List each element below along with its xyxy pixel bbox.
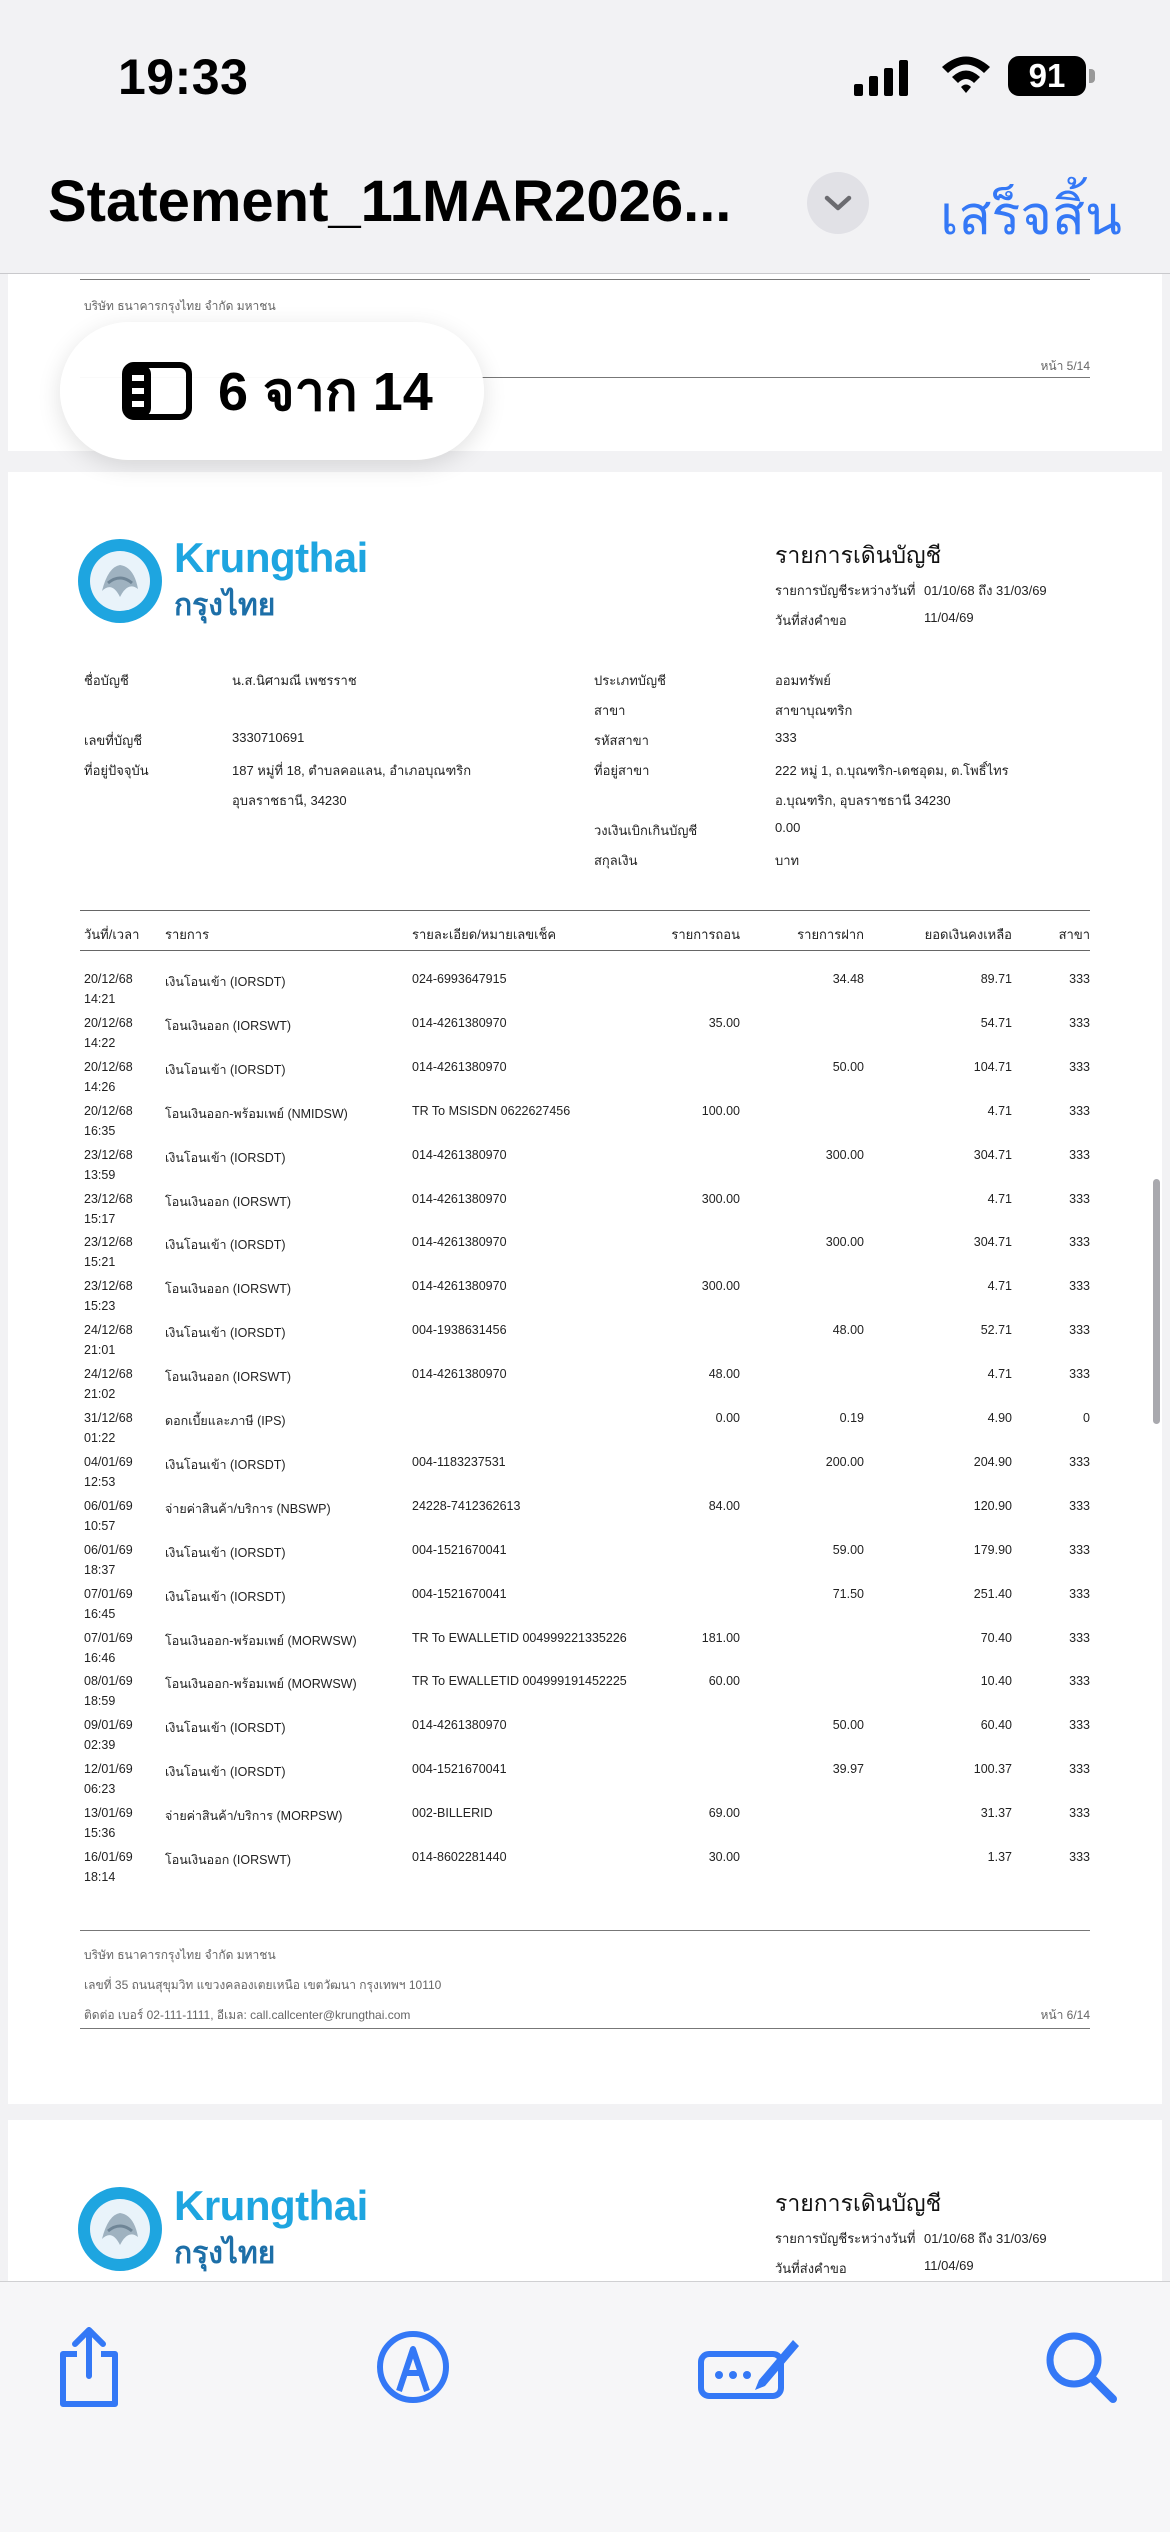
row-deposit: 300.00 xyxy=(825,1235,864,1250)
row-description: เงินโอนเข้า (IORSDT) xyxy=(165,1062,286,1077)
row-deposit: 48.00 xyxy=(832,1323,864,1338)
row-withdraw: 100.00 xyxy=(701,1103,740,1118)
status-time: 19:33 xyxy=(118,49,249,105)
row-time: 18:37 xyxy=(84,1562,116,1577)
currency: บาท xyxy=(775,853,800,868)
row-detail: 004-1521670041 xyxy=(412,1762,507,1777)
request-date-value: 11/04/69 xyxy=(924,610,974,625)
row-balance: 10.40 xyxy=(980,1674,1012,1689)
row-branch: 333 xyxy=(1069,1806,1090,1821)
row-branch: 333 xyxy=(1069,1015,1090,1030)
row-time: 15:23 xyxy=(84,1299,116,1314)
row-time: 14:26 xyxy=(84,1079,116,1094)
footer-contact: ติดต่อ เบอร์ 02-111-1111, อีเมล: call.callcenter@krungthai.com xyxy=(84,2008,411,2022)
row-detail: 004-1521670041 xyxy=(412,1586,507,1601)
row-date: 23/12/68 xyxy=(84,1191,133,1206)
row-time: 15:17 xyxy=(84,1211,116,1226)
row-balance: 70.40 xyxy=(980,1630,1012,1645)
row-balance: 4.71 xyxy=(987,1279,1012,1294)
row-deposit: 71.50 xyxy=(832,1586,864,1601)
bank-emblem-icon xyxy=(78,2187,162,2271)
row-description: เงินโอนเข้า (IORSDT) xyxy=(165,1721,286,1736)
row-branch: 333 xyxy=(1069,1718,1090,1733)
period-label: รายการบัญชีระหว่างวันที่ xyxy=(775,2231,916,2246)
row-date: 31/12/68 xyxy=(84,1411,133,1425)
row-date: 24/12/68 xyxy=(84,1323,133,1338)
row-balance: 4.71 xyxy=(987,1191,1012,1206)
row-time: 14:22 xyxy=(84,1035,116,1050)
row-detail: 004-1183237531 xyxy=(412,1454,506,1469)
row-branch: 333 xyxy=(1069,1147,1090,1162)
row-withdraw: 300.00 xyxy=(701,1279,740,1294)
statement-title: รายการเดินบัญชี xyxy=(775,542,942,568)
address-line2: อุบลราชธานี, 34230 xyxy=(232,793,347,808)
footer-line xyxy=(80,2028,1090,2029)
request-date-label: วันที่ส่งคำขอ xyxy=(775,2261,847,2276)
account-type-label: ประเภทบัญชี xyxy=(594,673,666,688)
row-detail: 014-4261380970 xyxy=(412,1279,507,1294)
row-time: 21:02 xyxy=(84,1387,116,1402)
signature-icon xyxy=(697,2332,801,2402)
period-value: 01/10/68 ถึง 31/03/69 xyxy=(924,583,1047,598)
footer-line xyxy=(80,279,1090,280)
table-header-rule xyxy=(80,950,1090,951)
row-time: 10:57 xyxy=(84,1518,116,1533)
overdraft-label: วงเงินเบิกเกินบัญชี xyxy=(594,823,698,838)
row-deposit: 50.00 xyxy=(832,1059,864,1074)
row-description: โอนเงินออก (IORSWT) xyxy=(165,1018,292,1033)
row-branch: 333 xyxy=(1069,1323,1090,1338)
share-button[interactable] xyxy=(44,2322,134,2412)
search-icon xyxy=(1043,2329,1119,2405)
row-time: 16:35 xyxy=(84,1123,116,1138)
logo-text-en: Krungthai xyxy=(174,534,368,581)
row-detail: 014-4261380970 xyxy=(412,1718,507,1733)
logo-text-th: กรุงไทย xyxy=(174,589,276,622)
request-date-label: วันที่ส่งคำขอ xyxy=(775,613,847,628)
done-button[interactable]: เสร็จสิ้น xyxy=(940,186,1122,246)
row-time: 14:21 xyxy=(84,992,116,1006)
branch-address-line2: อ.บุณฑริก, อุบลราชธานี 34230 xyxy=(775,793,951,808)
row-time: 01:22 xyxy=(84,1431,116,1445)
row-time: 15:36 xyxy=(84,1826,116,1841)
row-date: 20/12/68 xyxy=(84,1059,133,1074)
table-top-rule xyxy=(80,910,1090,911)
row-description: จ่ายค่าสินค้า/บริการ (NBSWP) xyxy=(165,1501,331,1516)
row-date: 12/01/69 xyxy=(84,1762,133,1777)
logo-text-en: Krungthai xyxy=(174,2182,368,2229)
row-description: เงินโอนเข้า (IORSDT) xyxy=(165,1238,286,1253)
pdf-page-current xyxy=(8,472,1162,2104)
row-date: 20/12/68 xyxy=(84,1015,133,1030)
account-name: น.ส.นิศามณี เพชรราช xyxy=(232,673,357,688)
row-branch: 333 xyxy=(1069,1279,1090,1294)
row-detail: 24228-7412362613 xyxy=(412,1498,521,1513)
row-branch: 333 xyxy=(1069,1674,1090,1689)
row-date: 08/01/69 xyxy=(84,1674,133,1689)
row-branch: 333 xyxy=(1069,1059,1090,1074)
row-deposit: 34.48 xyxy=(832,972,864,986)
currency-label: สกุลเงิน xyxy=(594,853,638,868)
bottom-toolbar xyxy=(0,2281,1170,2532)
battery-level: 91 xyxy=(1008,56,1086,96)
row-balance: 52.71 xyxy=(980,1323,1012,1338)
pdf-page-next xyxy=(8,2120,1162,2281)
row-branch: 333 xyxy=(1069,1542,1090,1557)
row-withdraw: 35.00 xyxy=(708,1015,740,1030)
row-detail: 014-4261380970 xyxy=(412,1147,507,1162)
row-date: 07/01/69 xyxy=(84,1586,133,1601)
request-date-value: 11/04/69 xyxy=(924,2258,974,2273)
row-deposit: 59.00 xyxy=(832,1542,864,1557)
row-branch: 0 xyxy=(1083,1411,1090,1425)
footer-company: บริษัท ธนาคารกรุงไทย จำกัด มหาชน xyxy=(84,1948,276,1962)
footer-page-number: หน้า 5/14 xyxy=(1040,359,1090,373)
row-withdraw: 60.00 xyxy=(708,1674,740,1689)
row-date: 09/01/69 xyxy=(84,1718,133,1733)
markup-icon xyxy=(375,2329,451,2405)
row-time: 02:39 xyxy=(84,1738,116,1753)
row-description: โอนเงินออก (IORSWT) xyxy=(165,1194,292,1209)
overdraft: 0.00 xyxy=(775,820,801,835)
row-detail: 014-4261380970 xyxy=(412,1191,507,1206)
row-balance: 1.37 xyxy=(987,1850,1012,1864)
document-title[interactable]: Statement_11MAR2026... xyxy=(48,169,732,234)
row-description: เงินโอนเข้า (IORSDT) xyxy=(165,1765,286,1780)
row-withdraw: 181.00 xyxy=(701,1630,740,1645)
branch-address-label: ที่อยู่สาขา xyxy=(594,763,650,778)
row-detail: 004-1938631456 xyxy=(412,1323,507,1338)
account-type: ออมทรัพย์ xyxy=(775,673,831,688)
col-deposit: รายการฝาก xyxy=(797,927,864,942)
row-date: 04/01/69 xyxy=(84,1454,133,1469)
row-time: 13:59 xyxy=(84,1167,116,1182)
branch-code: 333 xyxy=(775,730,797,745)
chevron-down-icon xyxy=(823,193,853,213)
row-branch: 333 xyxy=(1069,1586,1090,1601)
row-detail: TR To MSISDN 0622627456 xyxy=(412,1103,571,1118)
period-value: 01/10/68 ถึง 31/03/69 xyxy=(924,2231,1047,2246)
signature-button[interactable] xyxy=(694,2322,804,2412)
row-branch: 333 xyxy=(1069,1762,1090,1777)
row-description: เงินโอนเข้า (IORSDT) xyxy=(165,1150,286,1165)
account-no: 3330710691 xyxy=(232,730,305,745)
row-deposit: 39.97 xyxy=(832,1762,864,1777)
row-balance: 4.71 xyxy=(987,1367,1012,1382)
document-viewer[interactable] xyxy=(0,274,1170,2281)
account-name-label: ชื่อบัญชี xyxy=(84,673,129,688)
row-deposit: 200.00 xyxy=(825,1454,864,1469)
row-date: 16/01/69 xyxy=(84,1850,133,1864)
battery-cap xyxy=(1089,69,1095,83)
row-balance: 100.37 xyxy=(973,1762,1012,1777)
row-description: โอนเงินออก (IORSWT) xyxy=(165,1282,292,1297)
period-label: รายการบัญชีระหว่างวันที่ xyxy=(775,583,916,598)
row-time: 16:45 xyxy=(84,1606,116,1621)
row-description: โอนเงินออก-พร้อมเพย์ (NMIDSW) xyxy=(165,1106,348,1121)
row-date: 06/01/69 xyxy=(84,1498,133,1513)
row-balance: 204.90 xyxy=(973,1454,1012,1469)
row-deposit: 300.00 xyxy=(825,1147,864,1162)
row-time: 18:59 xyxy=(84,1694,116,1709)
search-button[interactable] xyxy=(1036,2322,1126,2412)
row-balance: 179.90 xyxy=(973,1542,1012,1557)
row-detail: 024-6993647915 xyxy=(412,972,507,986)
row-balance: 4.90 xyxy=(987,1411,1012,1425)
row-branch: 333 xyxy=(1069,972,1090,986)
markup-button[interactable] xyxy=(368,2322,458,2412)
row-balance: 120.90 xyxy=(973,1498,1012,1513)
col-balance: ยอดเงินคงเหลือ xyxy=(924,927,1012,942)
row-time: 18:14 xyxy=(84,1870,116,1884)
bank-emblem-icon xyxy=(78,539,162,623)
row-date: 13/01/69 xyxy=(84,1806,133,1821)
row-date: 23/12/68 xyxy=(84,1147,133,1162)
row-withdraw: 0.00 xyxy=(715,1411,740,1425)
footer-address: เลขที่ 35 ถนนสุขุมวิท แขวงคลองเตยเหนือ เขตวัฒนา กรุงเทพฯ 10110 xyxy=(84,1978,442,1992)
row-time: 16:46 xyxy=(84,1650,116,1665)
col-description: รายการ xyxy=(165,927,210,942)
row-balance: 89.71 xyxy=(980,972,1012,986)
footer-company: บริษัท ธนาคารกรุงไทย จำกัด มหาชน xyxy=(84,299,276,313)
page-indicator-text: 6 จาก 14 xyxy=(218,362,433,422)
row-balance: 60.40 xyxy=(980,1718,1012,1733)
row-withdraw: 30.00 xyxy=(708,1850,740,1864)
row-balance: 251.40 xyxy=(973,1586,1012,1601)
branch-label: สาขา xyxy=(594,703,626,718)
row-balance: 4.71 xyxy=(987,1103,1012,1118)
row-description: โอนเงินออก (IORSWT) xyxy=(165,1853,292,1867)
row-branch: 333 xyxy=(1069,1850,1090,1864)
sidebar-icon xyxy=(122,362,192,420)
row-branch: 333 xyxy=(1069,1630,1090,1645)
row-withdraw: 69.00 xyxy=(708,1806,740,1821)
row-detail: 002-BILLERID xyxy=(412,1806,493,1821)
row-branch: 333 xyxy=(1069,1191,1090,1206)
row-balance: 104.71 xyxy=(973,1059,1012,1074)
row-branch: 333 xyxy=(1069,1103,1090,1118)
row-description: ดอกเบี้ยและภาษี (IPS) xyxy=(165,1414,286,1428)
row-balance: 304.71 xyxy=(973,1147,1012,1162)
row-time: 12:53 xyxy=(84,1474,116,1489)
row-branch: 333 xyxy=(1069,1498,1090,1513)
title-menu-button[interactable] xyxy=(807,172,869,234)
footer-page-number: หน้า 6/14 xyxy=(1040,2008,1090,2022)
row-withdraw: 300.00 xyxy=(701,1191,740,1206)
row-description: เงินโอนเข้า (IORSDT) xyxy=(165,1457,286,1472)
col-withdraw: รายการถอน xyxy=(671,927,740,942)
row-date: 23/12/68 xyxy=(84,1279,133,1294)
statement-title: รายการเดินบัญชี xyxy=(775,2190,942,2216)
branch-code-label: รหัสสาขา xyxy=(594,733,649,748)
row-detail: 004-1521670041 xyxy=(412,1542,507,1557)
scrollbar[interactable] xyxy=(1153,1179,1160,1424)
row-description: โอนเงินออก (IORSWT) xyxy=(165,1370,292,1385)
row-description: โอนเงินออก-พร้อมเพย์ (MORWSW) xyxy=(165,1677,357,1692)
row-detail: 014-8602281440 xyxy=(412,1850,507,1864)
page-indicator[interactable] xyxy=(60,322,484,460)
krungthai-logo xyxy=(78,2182,398,2272)
cellular-signal-icon xyxy=(854,58,908,96)
address-line1: 187 หมู่ที่ 18, ตำบลคอแลน, อำเภอบุณฑริก xyxy=(232,763,472,778)
row-detail: TR To EWALLETID 004999221335226 xyxy=(412,1630,627,1645)
branch: สาขาบุณฑริก xyxy=(775,703,853,718)
address-label: ที่อยู่ปัจจุบัน xyxy=(84,763,149,778)
row-date: 06/01/69 xyxy=(84,1542,133,1557)
krungthai-logo xyxy=(78,534,398,624)
row-branch: 333 xyxy=(1069,1454,1090,1469)
row-time: 21:01 xyxy=(84,1343,116,1358)
footer-line xyxy=(80,1930,1090,1931)
row-detail: 014-4261380970 xyxy=(412,1235,507,1250)
row-description: จ่ายค่าสินค้า/บริการ (MORPSW) xyxy=(165,1809,343,1824)
account-no-label: เลขที่บัญชี xyxy=(84,733,143,748)
row-detail: TR To EWALLETID 004999191452225 xyxy=(412,1674,627,1689)
row-description: เงินโอนเข้า (IORSDT) xyxy=(165,975,286,989)
row-withdraw: 84.00 xyxy=(708,1498,740,1513)
wifi-icon xyxy=(940,54,992,94)
row-branch: 333 xyxy=(1069,1367,1090,1382)
row-date: 20/12/68 xyxy=(84,1103,133,1118)
row-balance: 31.37 xyxy=(980,1806,1012,1821)
row-description: เงินโอนเข้า (IORSDT) xyxy=(165,1545,286,1560)
col-branch: สาขา xyxy=(1058,927,1090,942)
row-description: โอนเงินออก-พร้อมเพย์ (MORWSW) xyxy=(165,1633,357,1648)
row-detail: 014-4261380970 xyxy=(412,1059,507,1074)
col-date: วันที่/เวลา xyxy=(84,927,140,942)
row-description: เงินโอนเข้า (IORSDT) xyxy=(165,1589,286,1604)
row-branch: 333 xyxy=(1069,1235,1090,1250)
row-time: 15:21 xyxy=(84,1255,116,1270)
logo-text-th: กรุงไทย xyxy=(174,2237,276,2270)
row-deposit: 0.19 xyxy=(839,1411,864,1425)
branch-address-line1: 222 หมู่ 1, ถ.บุณฑริก-เดชอุดม, ต.โพธิ์ไทร xyxy=(775,763,1009,778)
row-balance: 54.71 xyxy=(980,1015,1012,1030)
row-date: 20/12/68 xyxy=(84,972,133,986)
share-icon xyxy=(53,2324,125,2410)
row-detail: 014-4261380970 xyxy=(412,1015,507,1030)
row-balance: 304.71 xyxy=(973,1235,1012,1250)
row-deposit: 50.00 xyxy=(832,1718,864,1733)
row-date: 24/12/68 xyxy=(84,1367,133,1382)
row-date: 07/01/69 xyxy=(84,1630,133,1645)
row-withdraw: 48.00 xyxy=(708,1367,740,1382)
row-date: 23/12/68 xyxy=(84,1235,133,1250)
col-detail: รายละเอียด/หมายเลขเช็ค xyxy=(412,927,557,942)
row-description: เงินโอนเข้า (IORSDT) xyxy=(165,1326,286,1341)
row-detail: 014-4261380970 xyxy=(412,1367,507,1382)
row-time: 06:23 xyxy=(84,1782,116,1797)
